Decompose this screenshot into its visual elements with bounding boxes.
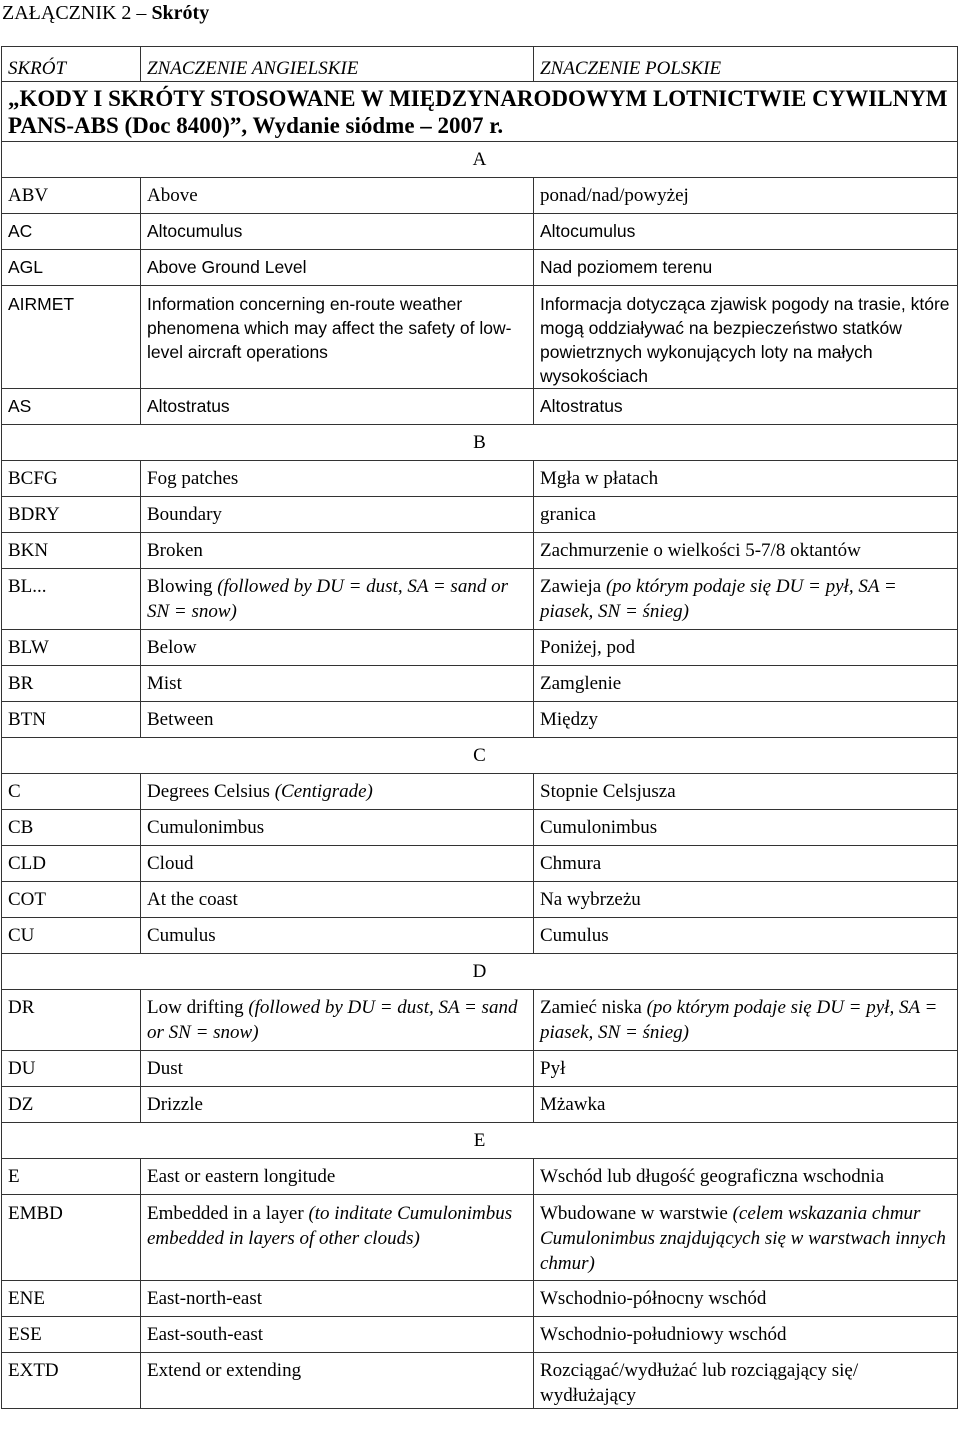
abbr-cell: C [2, 774, 141, 810]
english-cell: Fog patches [141, 461, 534, 497]
english-cell: Altocumulus [141, 214, 534, 250]
abbr-cell: EMBD [2, 1195, 141, 1281]
table-row [2, 1087, 958, 1123]
polish-cell: granica [534, 497, 958, 533]
polish-cell: Wschód lub długość geograficzna wschodnia [534, 1159, 958, 1195]
abbr-cell: AC [2, 214, 141, 250]
abbr-cell: CLD [2, 846, 141, 882]
table-row [2, 286, 958, 389]
english-main: Degrees Celsius [147, 781, 275, 802]
title-row [2, 82, 958, 142]
polish-main: Wbudowane w warstwie [540, 1203, 733, 1224]
english-cell: Boundary [141, 497, 534, 533]
abbr-cell: ABV [2, 178, 141, 214]
table-row [2, 497, 958, 533]
english-cell: Cloud [141, 846, 534, 882]
table-row [2, 533, 958, 569]
polish-cell: Na wybrzeżu [534, 882, 958, 918]
english-cell: Dust [141, 1051, 534, 1087]
english-cell: Information concerning en-route weather phenomena which may affect the safety of low-level aircraft operations [141, 286, 534, 389]
polish-cell: Informacja dotycząca zjawisk pogody na trasie, które mogą oddziaływać na bezpieczeństwo statków powietrznych wykonujących loty na małych wysokościach [534, 286, 958, 389]
table-row [2, 1051, 958, 1087]
section-letter-d: D [2, 954, 958, 990]
abbr-cell: ESE [2, 1317, 141, 1353]
abbr-cell: BR [2, 666, 141, 702]
polish-cell: Altostratus [534, 389, 958, 425]
document-title: „KODY I SKRÓTY STOSOWANE W MIĘDZYNARODOWYM LOTNICTWIE CYWILNYM PANS-ABS (Doc 8400)”, Wydanie siódme – 2007 r. [2, 82, 958, 142]
polish-cell: Nad poziomem terenu [534, 250, 958, 286]
english-cell [141, 1195, 534, 1281]
english-cell: Between [141, 702, 534, 738]
polish-cell: Rozciągać/wydłużać lub rozciągający się/ wydłużający [534, 1353, 958, 1409]
col-header-en: ZNACZENIE ANGIELSKIE [141, 47, 534, 82]
english-note: (followed by DU = dust, SA = sand or SN = snow) [147, 997, 518, 1043]
section-letter-e: E [2, 1123, 958, 1159]
polish-cell: Altocumulus [534, 214, 958, 250]
polish-cell [534, 1195, 958, 1281]
abbr-cell: COT [2, 882, 141, 918]
english-cell: East-north-east [141, 1281, 534, 1317]
polish-cell: Wschodnio-północny wschód [534, 1281, 958, 1317]
table-row [2, 630, 958, 666]
polish-cell: Cumulus [534, 918, 958, 954]
english-cell [141, 990, 534, 1051]
polish-note: (po którym podaje się DU = pył, SA = piasek, SN = śnieg) [540, 997, 938, 1043]
table-row [2, 918, 958, 954]
english-main: Blowing [147, 576, 218, 597]
abbr-cell: DU [2, 1051, 141, 1087]
section-letter-b: B [2, 425, 958, 461]
table-row [2, 702, 958, 738]
english-cell: Below [141, 630, 534, 666]
section-row [2, 1123, 958, 1159]
table-row [2, 666, 958, 702]
english-main: Low drifting [147, 997, 249, 1018]
abbr-cell: ENE [2, 1281, 141, 1317]
section-letter-c: C [2, 738, 958, 774]
table-row [2, 882, 958, 918]
polish-cell: Mżawka [534, 1087, 958, 1123]
abbr-cell: BKN [2, 533, 141, 569]
polish-main: Zamieć niska [540, 997, 647, 1018]
section-row [2, 954, 958, 990]
english-cell: Extend or extending [141, 1353, 534, 1409]
table-row [2, 569, 958, 630]
table-row [2, 1317, 958, 1353]
table-row [2, 178, 958, 214]
heading-prefix: ZAŁĄCZNIK 2 – [2, 2, 152, 24]
polish-cell: Między [534, 702, 958, 738]
section-row [2, 425, 958, 461]
english-note: (Centigrade) [274, 781, 373, 802]
polish-cell: Poniżej, pod [534, 630, 958, 666]
table-row [2, 1353, 958, 1409]
polish-cell: Mgła w płatach [534, 461, 958, 497]
polish-cell: Chmura [534, 846, 958, 882]
abbr-cell: EXTD [2, 1353, 141, 1409]
polish-cell: Pył [534, 1051, 958, 1087]
section-row [2, 738, 958, 774]
table-row [2, 774, 958, 810]
table-row [2, 214, 958, 250]
abbr-cell: DZ [2, 1087, 141, 1123]
english-cell: At the coast [141, 882, 534, 918]
polish-cell: Zamglenie [534, 666, 958, 702]
header-row [2, 47, 958, 82]
table-row [2, 810, 958, 846]
english-cell: East or eastern longitude [141, 1159, 534, 1195]
abbr-cell: AGL [2, 250, 141, 286]
polish-note: (celem wskazania chmur Cumulonimbus znajdujących się w warstwach innych chmur) [540, 1203, 946, 1274]
table-row [2, 990, 958, 1051]
table-row [2, 461, 958, 497]
col-header-abbr: SKRÓT [2, 47, 141, 82]
section-letter-a: A [2, 142, 958, 178]
polish-main: Zawieja [540, 576, 606, 597]
polish-cell: Stopnie Celsjusza [534, 774, 958, 810]
polish-cell [534, 569, 958, 630]
english-cell: Mist [141, 666, 534, 702]
table-row [2, 846, 958, 882]
abbr-cell: E [2, 1159, 141, 1195]
polish-cell: Wschodnio-południowy wschód [534, 1317, 958, 1353]
abbr-cell: BDRY [2, 497, 141, 533]
english-cell [141, 569, 534, 630]
abbr-cell: AIRMET [2, 286, 141, 389]
english-cell: Above [141, 178, 534, 214]
english-cell: Cumulonimbus [141, 810, 534, 846]
abbr-cell: DR [2, 990, 141, 1051]
polish-cell: ponad/nad/powyżej [534, 178, 958, 214]
abbr-cell: BLW [2, 630, 141, 666]
english-note: (followed by DU = dust, SA = sand or SN = snow) [147, 576, 508, 622]
english-cell: Above Ground Level [141, 250, 534, 286]
section-row [2, 142, 958, 178]
english-cell: Drizzle [141, 1087, 534, 1123]
abbr-cell: CU [2, 918, 141, 954]
english-cell: Broken [141, 533, 534, 569]
col-header-pl: ZNACZENIE POLSKIE [534, 47, 958, 82]
table-row [2, 1159, 958, 1195]
english-main: Embedded in a layer [147, 1203, 309, 1224]
abbr-cell: CB [2, 810, 141, 846]
abbr-cell: BCFG [2, 461, 141, 497]
english-note: (to inditate Cumulonimbus embedded in layers of other clouds) [147, 1203, 513, 1249]
heading-bold: Skróty [151, 2, 210, 24]
abbr-cell: BL... [2, 569, 141, 630]
english-cell: Altostratus [141, 389, 534, 425]
polish-cell [534, 990, 958, 1051]
polish-cell: Zachmurzenie o wielkości 5-7/8 oktantów [534, 533, 958, 569]
table-row [2, 250, 958, 286]
abbr-cell: BTN [2, 702, 141, 738]
english-cell: East-south-east [141, 1317, 534, 1353]
abbr-cell: AS [2, 389, 141, 425]
table-row [2, 389, 958, 425]
english-cell [141, 774, 534, 810]
polish-cell: Cumulonimbus [534, 810, 958, 846]
polish-note: (po którym podaje się DU = pył, SA = piasek, SN = śnieg) [540, 576, 897, 622]
english-cell: Cumulus [141, 918, 534, 954]
table-row [2, 1195, 958, 1281]
table-row [2, 1281, 958, 1317]
abbreviations-table [1, 46, 958, 1409]
page-heading [2, 0, 209, 26]
